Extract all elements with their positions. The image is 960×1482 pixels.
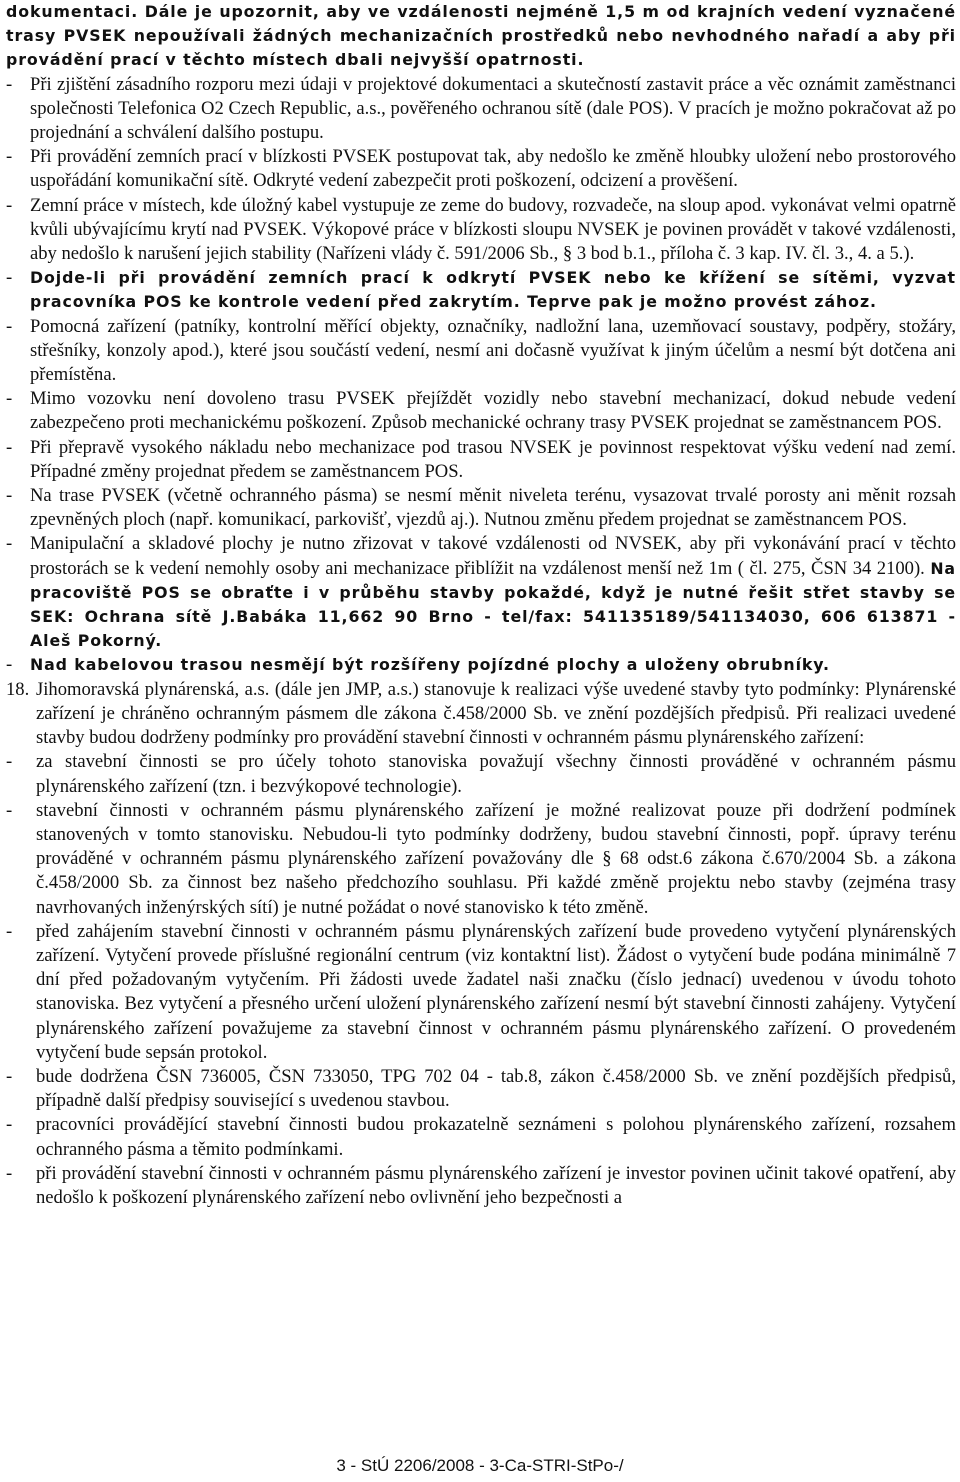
list-item-text: Na trase PVSEK (včetně ochranného pásma) se nesmí měnit niveleta terénu, vysazovat trvalé porosty ani měnit rozsah zpevněných ploch (např. komunikací, parkovišť, vjezdů aj.). Nutnou změnu předem projednat se zaměstnancem POS. [30, 485, 956, 531]
list-item [6, 387, 956, 435]
intro-paragraph [6, 0, 956, 73]
list-marker: - [6, 194, 13, 216]
list-item-text: Při přepravě vysokého nákladu nebo mechanizace pod trasou NVSEK je povinnost respektovat výšku vedení nad zemí. Případné změny projednat předem se zaměstnancem POS. [30, 436, 956, 482]
list-marker: - [6, 1162, 13, 1184]
sub-list-item [6, 750, 956, 798]
section-number: 18. [6, 678, 30, 700]
list-marker: - [6, 315, 13, 337]
sub-list-item [6, 1162, 956, 1210]
list-item [6, 266, 956, 314]
list-marker: - [6, 799, 13, 821]
list-item [6, 532, 956, 653]
list-marker: - [6, 533, 13, 555]
list-item-bold-text: Dojde-li při provádění zemních prací k odkrytí PVSEK nebo ke křížení se sítěmi, vyzvat pracovníka POS ke kontrole vedení před zakrytím. Teprve pak je možno provést zához. [30, 268, 956, 312]
list-item [6, 315, 956, 388]
list-item [6, 73, 956, 146]
sub-list-item [6, 920, 956, 1065]
list-marker: - [6, 485, 13, 507]
list-marker: - [6, 267, 13, 289]
list-marker: - [6, 751, 13, 773]
list-marker: - [6, 436, 13, 458]
list-item [6, 484, 956, 532]
list-item-text: Mimo vozovku není dovoleno trasu PVSEK přejíždět vozidly nebo stavební mechanizací, dokud nebude vedení zabezpečeno proti mechanickému poškození. Způsob mechanické ochrany trasy PVSEK projednat se zaměstnancem POS. [30, 388, 956, 434]
list-marker: - [6, 73, 13, 95]
list-item [6, 145, 956, 193]
contact-bold-text: Na pracoviště POS se obraťte i v průběhu stavby pokaždé, když je nutné řešit střet stavby se SEK: Ochrana sítě J.Babáka 11,662 90 Brno - tel/fax: 541135189/541134030, 606 613871 - Aleš Pokorný. [30, 558, 956, 651]
list-item-text: bude dodržena ČSN 736005, ČSN 733050, TPG 702 04 - tab.8, zákon č.458/2000 Sb. ve znění pozdějších předpisů, případně další předpisy související s uvedenou stavbou. [36, 1065, 956, 1112]
list-item-text: stavební činnosti v ochranném pásmu plynárenského zařízení je možné realizovat pouze při dodržení podmínek stanovených v tomto stanovisku. Nebudou-li tyto podmínky dodrženy, budou stavební činnosti, popř. úpravy terénu prováděné v ochranném pásmu plynárenského zařízení považovány dle § 68 odst.6 zákona č.670/2004 Sb. a zákona č.458/2000 Sb. za činnost bez našeho předchozího souhlasu. Při každé změně projektu nebo stavby (zejména trasy navrhovaných inženýrských sítí) je nutné požádat o nové stanovisko k této změně. [36, 799, 956, 918]
list-item [6, 653, 956, 677]
section-text: Jihomoravská plynárenská, a.s. (dále jen JMP, a.s.) stanovuje k realizaci výše uvedené stavby tyto podmínky: Plynárenské zařízení je chráněno ochranným pásmem dle zákona č.458/2000 Sb. ve znění pozdějších předpisů. Při realizaci uvedené stavby budou dodrženy podmínky pro provádění stavební činnosti v ochranném pásmu plynárenského zařízení: [36, 678, 956, 749]
list-item-text: před zahájením stavební činnosti v ochranném pásmu plynárenských zařízení bude provedeno vytyčení plynárenských zařízení. Vytyčení provede příslušné regionální centrum (viz kontaktní list). Žádost o vytyčení bude podána minimálně 7 dní před požadovaným vytyčením. Při žádosti uvede žadatel naši značku (číslo jednací) uvedenou v úvodu tohoto stanoviska. Bez vytyčení a přesného určení uložení plynárenského zařízení nesmí být stavební činnosti zahájeny. Vytyčení plynárenského zařízení považujeme za stavební činnost v ochranném pásmu plynárenského zařízení. O provedeném vytyčení bude sepsán protokol. [36, 920, 956, 1063]
list-marker: - [6, 920, 13, 942]
list-item-text: Při provádění zemních prací v blízkosti PVSEK postupovat tak, aby nedošlo ke změně hloubky uložení nebo prostorového uspořádání komunikační sítě. Odkryté vedení zabezpečit proti poškození, odcizení a prověšení. [30, 146, 956, 192]
list-item-text: Při zjištění zásadního rozporu mezi údaji v projektové dokumentaci a skutečností zastavit práce a věc oznámit zaměstnanci společnosti Telefonica O2 Czech Republic, a.s., pověřeného ochranou sítě (dale POS). V pracích je možno pokračovat až po projednání a schválení dalšího postupu. [30, 73, 956, 144]
list-item-text: Zemní práce v místech, kde úložný kabel vystupuje ze zeme do budovy, rozvadeče, na sloup apod. vykonávat velmi opatrně kvůli ubývajícímu krytí nad PVSEK. Výkopové práce v blízkosti sloupu NVSEK je povinen provádět v takové vzdálenosti, aby nedošlo k narušení jejich stability (Nařízeni vlády č. 591/2006 Sb., § 3 bod b.1., příloha č. 3 kap. IV. čl. 3., 4. a 5.). [30, 194, 956, 265]
list-marker: - [6, 1114, 13, 1136]
section-18 [6, 678, 956, 751]
list-marker: - [6, 1065, 13, 1087]
list-item-bold-text: Nad kabelovou trasou nesmějí být rozšířeny pojízdné plochy a uloženy obrubníky. [30, 655, 830, 675]
list-item-text: za stavební činnosti se pro účely tohoto stanoviska považují všechny činnosti prováděné v ochranném pásmu plynárenského zařízení (tzn. i bezvýkopové technologie). [36, 751, 956, 797]
sub-list-item [6, 1065, 956, 1113]
list-marker: - [6, 146, 13, 168]
list-item-text: pracovníci provádějící stavební činnosti budou prokazatelně seznámeni s polohou plynárenského zařízení, rozsahem ochranného pásma a těmito podmínkami. [36, 1114, 956, 1160]
intro-text: dokumentaci. Dále je upozornit, aby ve vzdálenosti nejméně 1,5 m od krajních vedení vyznačené trasy PVSEK nepoužívali žádných mechanizačních prostředků nebo nevhodného nařadí a aby při provádění prací v těchto místech dbali nejvyšší opatrnosti. [6, 2, 956, 70]
list-item-plain-text: Manipulační a skladové plochy je nutno zřizovat v takové vzdálenosti od NVSEK, aby při vykonávání prací v těchto prostorách se k vedení nemohly osoby ani mechanizace přiblížit na vzdálenost menší než 1m ( čl. 275, ČSN 34 2100). [30, 533, 956, 579]
list-item-text [30, 532, 956, 653]
page-footer: 3 - StÚ 2206/2008 - 3-Ca-STRI-StPo-/ [336, 1456, 624, 1475]
sub-list-item [6, 1113, 956, 1161]
list-item [6, 436, 956, 484]
list-marker: - [6, 388, 13, 410]
list-marker: - [6, 654, 13, 676]
list-item-text: při provádění stavební činnosti v ochranném pásmu plynárenského zařízení je investor povinen učinit takové opatření, aby nedošlo k poškození plynárenského zařízení nebo ovlivnění jeho bezpečnosti a [36, 1162, 956, 1208]
list-item [6, 194, 956, 267]
list-item-text: Pomocná zařízení (patníky, kontrolní měřící objekty, označníky, nadložní lana, uzemňovací soustavy, podpěry, stožáry, střešníky, konzoly apod.), které jsou součástí vedení, nesmí ani dočasně využívat k jiným účelům a nesmí být dotčena ani přemístěna. [30, 315, 956, 386]
sub-list-item [6, 799, 956, 920]
